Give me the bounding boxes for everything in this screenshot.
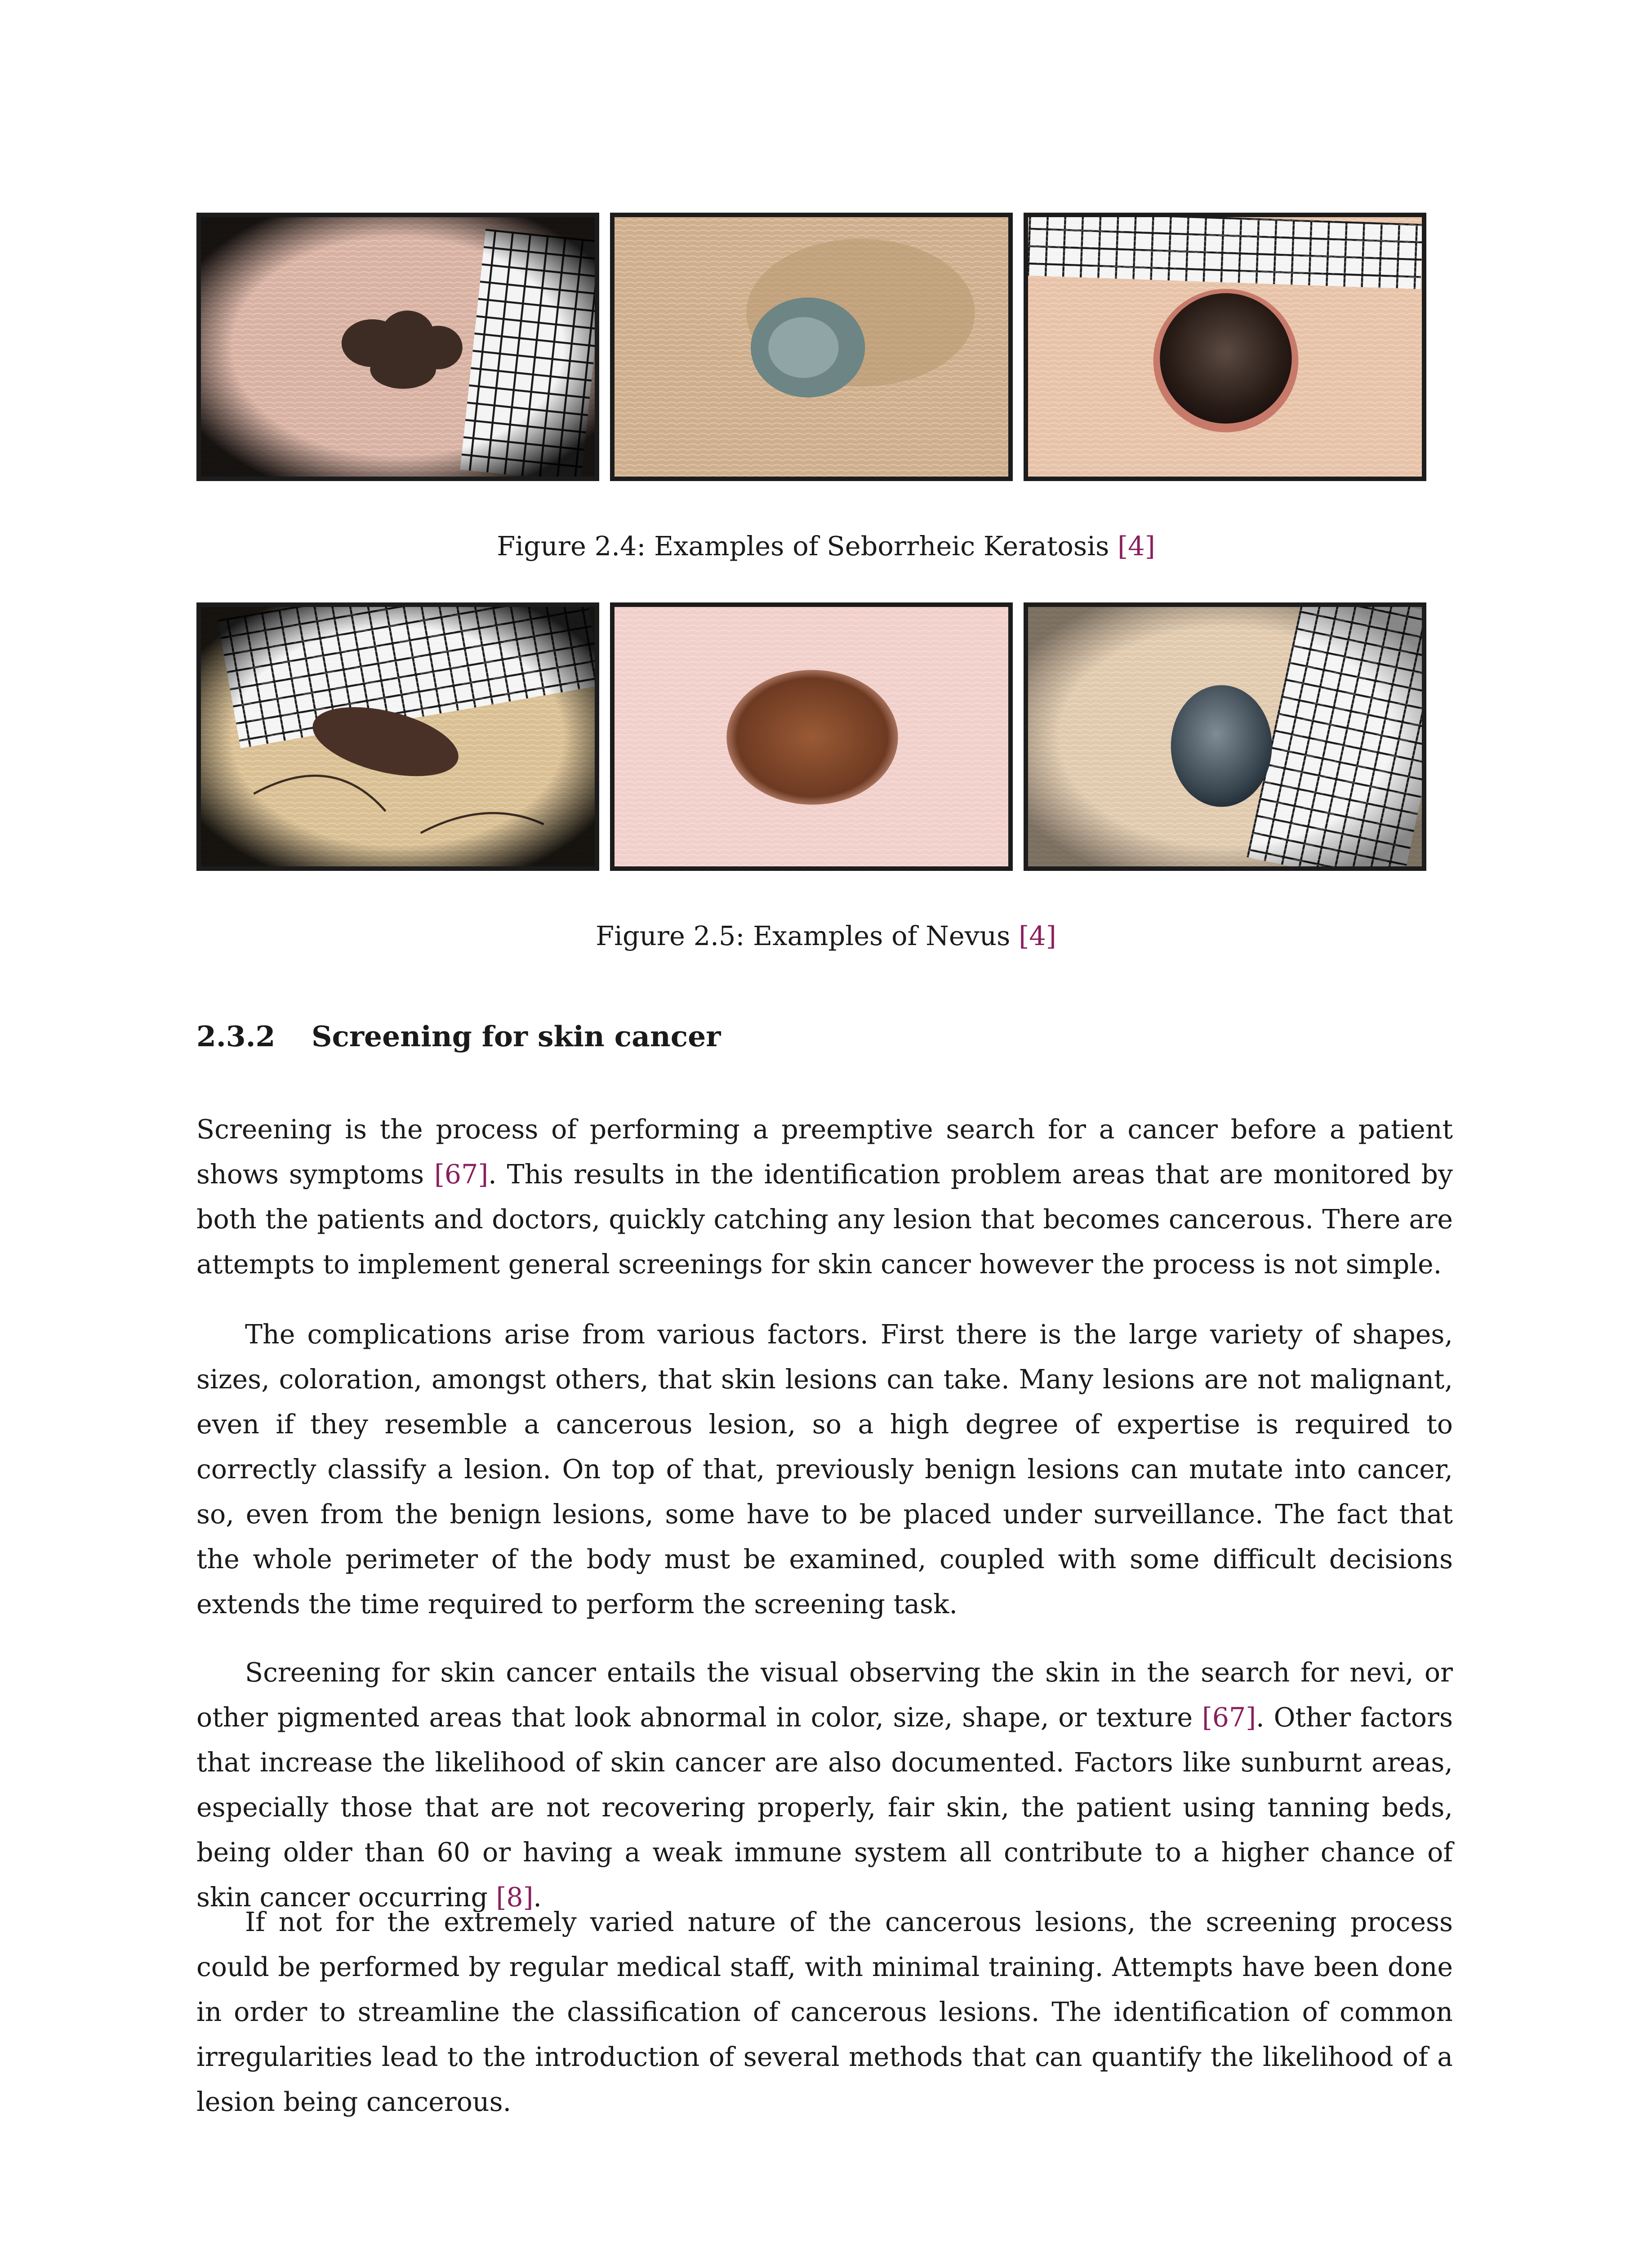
paragraph-text: . xyxy=(533,1882,542,1913)
paragraph-text: If not for the extremely varied nature of the cancerous lesions, the screening process could be performed by regular medical staff, with minimal training. Attempts have been done in order to streamline the classification of cancerous lesions. The identification of common irregularities lead to the introduction of several methods that can quantify the likelihood of a lesion being cancerous. xyxy=(196,1907,1453,2117)
paragraph-3: Screening for skin cancer entails the visual observing the skin in the search for nevi, or other pigmented areas that look abnormal in color, size, shape, or texture [67]. Other factors that increase the likelihood of skin cancer are also documented. Factors like sunburnt areas, especially those that are not recovering properly, fair skin, the patient using tanning beds, being older than 60 or having a weak immune system all contribute to a higher chance of skin cancer occurring [8]. xyxy=(196,1657,1453,1913)
seborrheic-keratosis-photo-1 xyxy=(196,213,599,481)
nevus-photo-3 xyxy=(1024,602,1426,871)
paragraph-text: . This results in the identification problem areas that are monitored by both the patients and doctors, quickly catching any lesion that becomes cancerous. There are attempts to implement general screenings for skin cancer however the process is not simple. xyxy=(196,1159,1453,1280)
figure-2-4-caption: Figure 2.4: Examples of Seborrheic Keratosis [4] xyxy=(497,531,1155,562)
paragraph-4 xyxy=(196,1900,1453,2124)
citation-link[interactable]: 67 xyxy=(444,1159,478,1190)
figure-2-5-caption: Figure 2.5: Examples of Nevus [4] xyxy=(596,920,1056,951)
paragraph-2 xyxy=(196,1312,1453,1627)
figure-2-4-images xyxy=(196,213,1426,481)
caption-text: Figure 2.5: Examples of Nevus xyxy=(596,920,1011,951)
section-heading xyxy=(196,1018,721,1054)
paragraph-1: Screening is the process of performing a preemptive search for a cancer before a patient shows symptoms [67]. This results in the identification problem areas that are monitored by both the patients and doctors, quickly catching any lesion that becomes cancerous. There are attempts to implement general screenings for skin cancer however the process is not simple. xyxy=(196,1114,1453,1280)
nevus-photo-2 xyxy=(610,602,1013,871)
citation-link[interactable]: 67 xyxy=(1212,1702,1246,1733)
paragraph-text: The complications arise from various factors. First there is the large variety of shapes, sizes, coloration, amongst others, that skin lesions can take. Many lesions are not malignant, even if they resemble a cancerous lesion, so a high degree of expertise is required to correctly classify a lesion. On top of that, previously benign lesions can mutate into cancer, so, even from the benign lesions, some have to be placed under surveillance. The fact that the whole perimeter of the body must be examined, coupled with some difficult decisions extends the time required to perform the screening task. xyxy=(196,1319,1453,1619)
paragraph-text: . Other factors that increase the likelihood of skin cancer are also documented. Factors like sunburnt areas, especially those that are not recovering properly, fair skin, the patient using tanning beds, being older than 60 or having a weak immune system all contribute to a higher chance of skin cancer occurring xyxy=(196,1702,1453,1913)
nevus-photo-1 xyxy=(196,602,599,871)
paragraph-text: Screening is the process of performing a preemptive search for a cancer before a patient shows symptoms xyxy=(196,1114,1453,1190)
citation-link[interactable]: 4 xyxy=(1029,920,1046,951)
figure-2-5-images xyxy=(196,602,1426,871)
paragraph-text: Screening for skin cancer entails the visual observing the skin in the search for nevi, or other pigmented areas that look abnormal in color, size, shape, or texture xyxy=(196,1657,1453,1733)
caption-text: Figure 2.4: Examples of Seborrheic Keratosis xyxy=(497,531,1109,562)
seborrheic-keratosis-photo-2 xyxy=(610,213,1013,481)
citation-link[interactable]: 4 xyxy=(1128,531,1145,562)
section-number: 2.3.2 xyxy=(196,1020,276,1053)
section-title: Screening for skin cancer xyxy=(312,1020,721,1053)
seborrheic-keratosis-photo-3 xyxy=(1024,213,1426,481)
citation-link[interactable]: 8 xyxy=(506,1882,523,1913)
